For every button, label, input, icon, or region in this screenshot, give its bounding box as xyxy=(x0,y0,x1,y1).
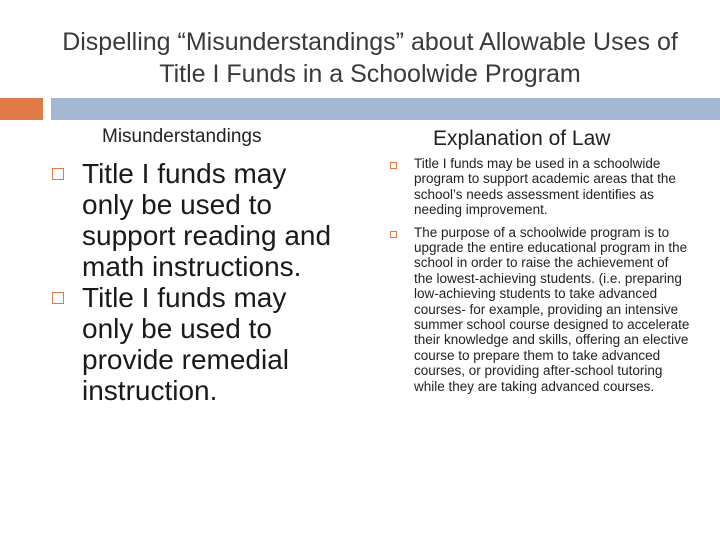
misunderstandings-list xyxy=(52,158,342,406)
explanation-list xyxy=(390,156,690,401)
square-bullet-icon xyxy=(52,292,64,304)
explanation-text: The purpose of a schoolwide program is to upgrade the entire educational program in the school in order to raise the achievement of the lowest-achieving students. (i.e. preparing low-achieving students to take advanced courses- for example, providing an intensive summer school course designed to accelerate their knowledge and skills, offering an elective course to prepare them to take advanced courses, or providing after-school tutoring while they are taking advanced courses. xyxy=(414,224,690,394)
square-bullet-icon xyxy=(390,162,397,169)
misunderstanding-item xyxy=(52,158,342,282)
explanation-heading: Explanation of Law xyxy=(433,127,611,150)
square-bullet-icon xyxy=(390,231,397,238)
explanation-item xyxy=(390,225,690,394)
accent-bar xyxy=(0,98,43,120)
square-bullet-icon xyxy=(52,168,64,180)
misunderstanding-text: Title I funds may only be used to provide remedial instruction. xyxy=(82,282,289,406)
misunderstandings-heading: Misunderstandings xyxy=(102,126,262,147)
slide-title: Dispelling “Misunderstandings” about Allowable Uses of Title I Funds in a Schoolwide Program xyxy=(62,28,678,88)
misunderstanding-text: Title I funds may only be used to support reading and math instructions. xyxy=(82,158,332,282)
explanation-item xyxy=(390,156,690,218)
misunderstanding-item xyxy=(52,282,342,406)
title-rule xyxy=(51,98,720,120)
explanation-text: Title I funds may be used in a schoolwide program to support academic areas that the school’s needs assessment identifies as needing improvement. xyxy=(414,156,676,218)
